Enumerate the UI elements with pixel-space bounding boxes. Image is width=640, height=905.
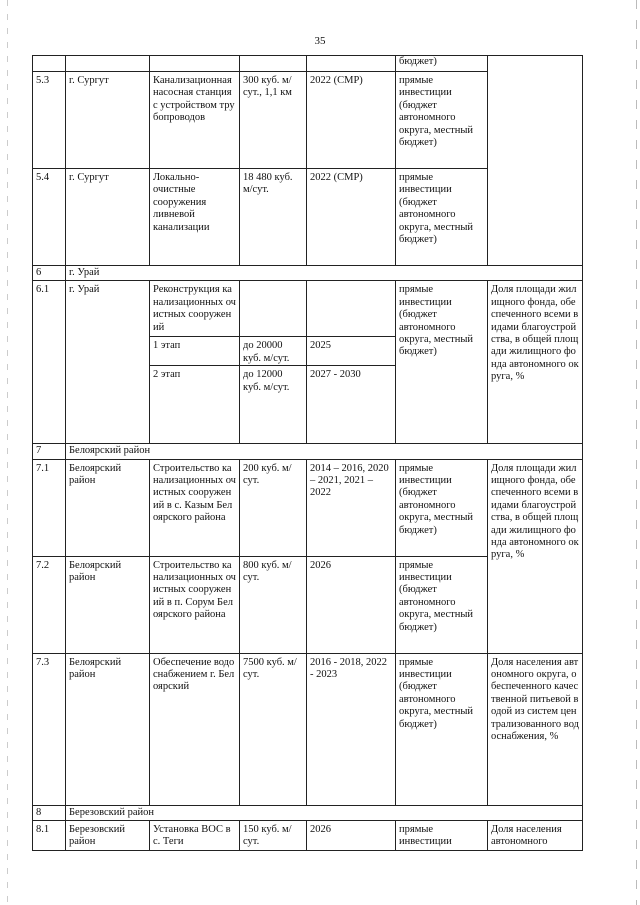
table-row [33,281,583,337]
cell-years: 2016 - 2018, 2022 - 2023 [307,653,396,805]
cell-funding: прямые инвестиции [396,821,488,851]
cell-city: Березовский район [66,821,150,851]
cell-years: 2025 [307,337,396,366]
cell-city: Белоярский район [66,459,150,556]
cell-indicator: Доля населения автономного округа, обеспеченного качественной питьевой водой из систем централизованного водоснабжения, % [488,653,583,805]
cell-city: Белоярский район [66,653,150,805]
cell-funding: прямые инвестиции (бюджет автономного округа, местный бюджет) [396,459,488,556]
cell-num: 5.3 [33,72,66,169]
cell-num [33,56,66,72]
section-row [33,805,583,820]
cell-capacity: 7500 куб. м/сут. [240,653,307,805]
cell-years: 2027 - 2030 [307,366,396,444]
cell-funding: прямые инвестиции (бюджет автономного округа, местный бюджет) [396,72,488,169]
cell-capacity: 18 480 куб. м/сут. [240,169,307,266]
section-number: 7 [33,444,66,459]
cell-object: Строительство канализационных очистных сооружений в п. Сорум Белоярского района [150,556,240,653]
section-title: Белоярский район [66,444,583,459]
table-row [33,821,583,851]
cell-years [307,56,396,72]
cell-funding: прямые инвестиции (бюджет автономного округа, местный бюджет) [396,169,488,266]
cell-capacity: 300 куб. м/сут., 1,1 км [240,72,307,169]
cell-years: 2022 (СМР) [307,72,396,169]
section-row [33,266,583,281]
scan-margin-left [7,0,8,905]
section-row [33,444,583,459]
cell-city [66,56,150,72]
cell-capacity: 150 куб. м/сут. [240,821,307,851]
section-number: 6 [33,266,66,281]
cell-indicator: Доля населения автономного [488,821,583,851]
cell-num: 5.4 [33,169,66,266]
cell-capacity [240,56,307,72]
cell-city: г. Сургут [66,169,150,266]
cell-object: Строительство канализационных очистных сооружений в с. Казым Белоярского района [150,459,240,556]
section-title: Березовский район [66,805,583,820]
cell-funding: прямые инвестиции (бюджет автономного округа, местный бюджет) [396,281,488,444]
page-number: 35 [314,35,326,47]
cell-num: 8.1 [33,821,66,851]
cell-capacity [240,281,307,337]
table-row [33,459,583,556]
cell-indicator: Доля площади жилищного фонда, обеспеченного всеми видами благоустройства, в общей площади жилищного фонда автономного округа, % [488,459,583,653]
cell-years: 2022 (СМР) [307,169,396,266]
cell-years [307,281,396,337]
investment-table [32,55,583,851]
cell-funding: прямые инвестиции (бюджет автономного округа, местный бюджет) [396,556,488,653]
cell-object: Обеспечение водоснабжением г. Белоярский [150,653,240,805]
cell-city: г. Урай [66,281,150,444]
table-row [33,56,583,72]
cell-object: Канализационная насосная станция с устройством трубопроводов [150,72,240,169]
cell-object: Реконструкция канализационных очистных сооружений [150,281,240,337]
cell-city: Белоярский район [66,556,150,653]
cell-object [150,56,240,72]
cell-city: г. Сургут [66,72,150,169]
cell-years: 2026 [307,556,396,653]
cell-capacity: до 20000 куб. м/сут. [240,337,307,366]
section-number: 8 [33,805,66,820]
section-title: г. Урай [66,266,583,281]
cell-funding: бюджет) [396,56,488,72]
table-row [33,653,583,805]
cell-stage: 2 этап [150,366,240,444]
cell-num: 7.3 [33,653,66,805]
cell-num: 7.1 [33,459,66,556]
cell-indicator [488,56,583,266]
cell-funding: прямые инвестиции (бюджет автономного округа, местный бюджет) [396,653,488,805]
cell-object: Установка ВОС в с. Теги [150,821,240,851]
cell-object: Локально-очистные сооружения ливневой канализации [150,169,240,266]
cell-num: 7.2 [33,556,66,653]
cell-capacity: до 12000 куб. м/сут. [240,366,307,444]
cell-num: 6.1 [33,281,66,444]
scan-margin-right [636,0,637,905]
cell-capacity: 200 куб. м/сут. [240,459,307,556]
cell-capacity: 800 куб. м/сут. [240,556,307,653]
cell-stage: 1 этап [150,337,240,366]
cell-indicator: Доля площади жилищного фонда, обеспеченного всеми видами благоустройства, в общей площади жилищного фонда автономного округа, % [488,281,583,444]
cell-years: 2026 [307,821,396,851]
cell-years: 2014 – 2016, 2020 – 2021, 2021 – 2022 [307,459,396,556]
